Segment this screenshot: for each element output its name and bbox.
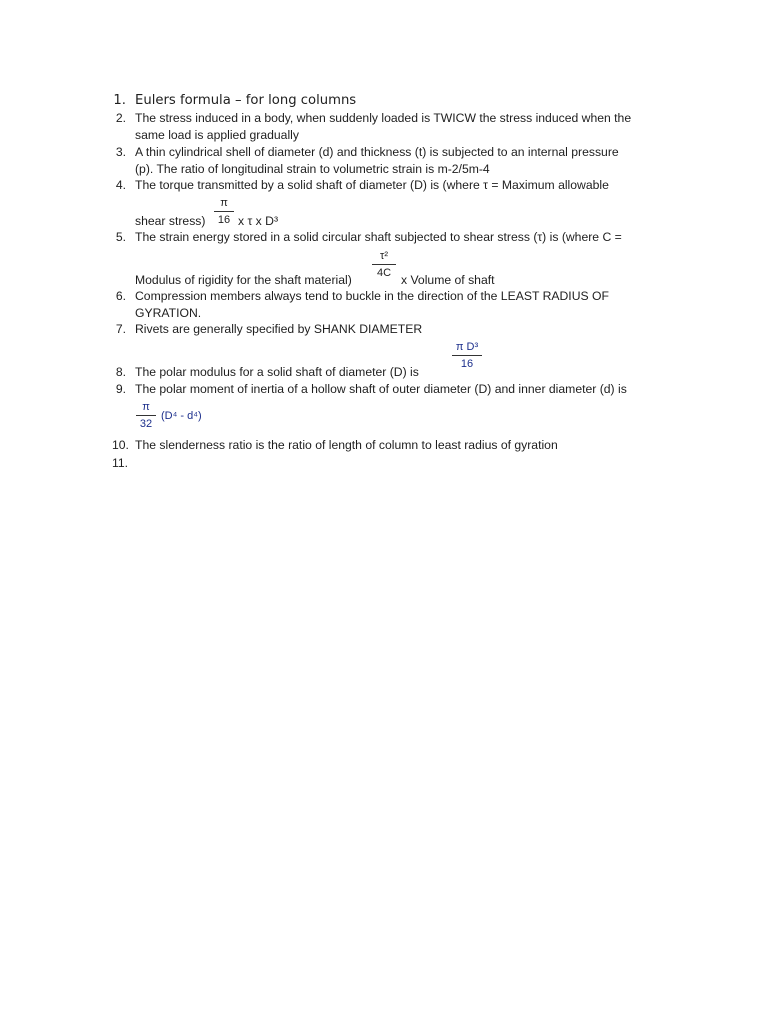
item-9-line1: The polar moment of inertia of a hollow shaft of outer diameter (D) and inner diameter (d) is <box>135 382 627 396</box>
item-10-text: The slenderness ratio is the ratio of length of column to least radius of gyration <box>135 438 558 452</box>
item-1-number: 1. <box>113 93 126 108</box>
item-9-fraction-denominator: 32 <box>139 418 153 430</box>
item-8-fraction-numerator: π D³ <box>455 341 479 353</box>
item-8-text: The polar modulus for a solid shaft of diameter (D) is <box>135 365 419 379</box>
item-6-line2: GYRATION. <box>135 306 202 320</box>
item-4-fraction-numerator: π <box>220 197 228 209</box>
item-8-fraction-denominator: 16 <box>460 358 474 370</box>
item-5-line2-post: x Volume of shaft <box>401 273 495 287</box>
item-11-number: 11. <box>112 456 129 470</box>
item-10-number: 10. <box>112 438 129 452</box>
item-5-number: 5. <box>115 230 126 244</box>
item-2-line2: same load is applied gradually <box>135 128 299 142</box>
item-6-line1: Compression members always tend to buckle in the direction of the LEAST RADIUS OF <box>135 289 609 303</box>
item-9-fraction <box>136 401 156 431</box>
fraction-bar <box>136 415 156 416</box>
item-4-number: 4. <box>115 178 126 192</box>
item-5-line1: The strain energy stored in a solid circular shaft subjected to shear stress (τ) is (where C = <box>135 230 622 244</box>
item-5-fraction <box>372 250 396 280</box>
item-5-line2-pre: Modulus of rigidity for the shaft material) <box>135 273 352 287</box>
item-4-line2-pre: shear stress) <box>135 214 206 228</box>
item-4-fraction-denominator: 16 <box>217 214 231 226</box>
item-5-fraction-denominator: 4C <box>376 267 392 279</box>
item-9-fraction-numerator: π <box>142 401 150 413</box>
item-3-line2: (p). The ratio of longitudinal strain to volumetric strain is m-2/5m-4 <box>135 162 490 176</box>
fraction-bar <box>452 355 482 356</box>
item-6-number: 6. <box>115 289 126 303</box>
item-9-expression: (D⁴ - d⁴) <box>161 410 202 422</box>
item-7-text: Rivets are generally specified by SHANK DIAMETER <box>135 322 423 336</box>
item-7-number: 7. <box>115 322 126 336</box>
item-3-line1: A thin cylindrical shell of diameter (d) and thickness (t) is subjected to an internal pressure <box>135 145 619 159</box>
item-3-number: 3. <box>115 145 126 159</box>
item-5-fraction-numerator: τ² <box>379 250 388 262</box>
item-4-fraction <box>214 197 234 227</box>
item-2-line1: The stress induced in a body, when suddenly loaded is TWICW the stress induced when the <box>135 111 632 125</box>
fraction-bar <box>214 211 234 212</box>
item-2-number: 2. <box>115 111 126 125</box>
item-4-line1: The torque transmitted by a solid shaft of diameter (D) is (where τ = Maximum allowable <box>135 178 609 192</box>
item-4-line2-post: x τ x D³ <box>238 214 279 228</box>
item-9-number: 9. <box>115 382 126 396</box>
item-8-fraction <box>452 341 482 371</box>
item-1-text: Eulers formula – for long columns <box>135 93 357 108</box>
fraction-bar <box>372 264 396 265</box>
item-8-number: 8. <box>115 365 126 379</box>
